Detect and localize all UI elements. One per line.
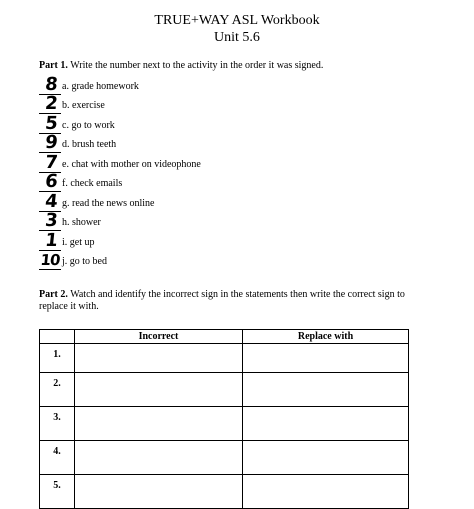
table-row <box>40 407 409 441</box>
activity-item-e <box>39 152 339 173</box>
activity-item-b <box>39 93 339 114</box>
part1-label: Part 1. <box>39 60 68 71</box>
activity-label: c. go to work <box>62 120 115 131</box>
handwritten-answer: 9 <box>44 132 58 153</box>
part2-label: Part 2. <box>39 289 68 300</box>
activity-item-a <box>39 74 339 95</box>
table-row <box>40 373 409 407</box>
handwritten-answer: 7 <box>44 152 58 173</box>
replace-cell[interactable] <box>243 344 409 373</box>
header-incorrect: Incorrect <box>75 330 243 344</box>
header-replace-with: Replace with <box>243 330 409 344</box>
activity-label: d. brush teeth <box>62 139 117 150</box>
part1-text: Write the number next to the activity in the order it was signed. <box>70 60 324 71</box>
table-header-row <box>40 330 409 344</box>
activity-item-g <box>39 191 339 212</box>
handwritten-answer: 1 <box>44 230 58 251</box>
handwritten-answer: 3 <box>44 210 58 231</box>
handwritten-answer: 5 <box>44 113 58 134</box>
activity-label: a. grade homework <box>62 81 139 92</box>
row-number: 2. <box>40 373 75 407</box>
table-row <box>40 441 409 475</box>
workbook-title: TRUE+WAY ASL Workbook <box>154 13 320 28</box>
activity-item-i <box>39 230 339 251</box>
table-row <box>40 344 409 373</box>
part2-instruction <box>39 289 419 312</box>
row-number: 4. <box>40 441 75 475</box>
corrections-table <box>39 329 409 509</box>
handwritten-answer: 4 <box>44 191 58 212</box>
activity-label: e. chat with mother on videophone <box>62 159 201 170</box>
activity-label: g. read the news online <box>62 198 155 209</box>
incorrect-cell[interactable] <box>75 441 243 475</box>
activity-item-h <box>39 210 339 231</box>
replace-cell[interactable] <box>243 441 409 475</box>
activity-label: f. check emails <box>62 178 123 189</box>
unit-title: Unit 5.6 <box>214 30 260 45</box>
activity-item-j <box>39 252 339 270</box>
activity-item-f <box>39 171 339 192</box>
replace-cell[interactable] <box>243 407 409 441</box>
activity-label: b. exercise <box>62 100 105 111</box>
incorrect-cell[interactable] <box>75 475 243 509</box>
incorrect-cell[interactable] <box>75 407 243 441</box>
activity-label: h. shower <box>62 217 101 228</box>
replace-cell[interactable] <box>243 475 409 509</box>
part2-text: Watch and identify the incorrect sign in the statements then write the correct sign to replace it with. <box>39 289 405 312</box>
header-number <box>40 330 75 344</box>
handwritten-answer: 8 <box>44 74 58 95</box>
replace-cell[interactable] <box>243 373 409 407</box>
activity-label: j. go to bed <box>62 256 107 267</box>
handwritten-answer: 10 <box>39 251 61 269</box>
handwritten-answer: 2 <box>44 93 58 114</box>
part1-instruction <box>39 60 323 71</box>
activity-item-c <box>39 113 339 134</box>
incorrect-cell[interactable] <box>75 344 243 373</box>
incorrect-cell[interactable] <box>75 373 243 407</box>
activity-label: i. get up <box>62 237 95 248</box>
handwritten-answer: 6 <box>44 171 58 192</box>
activity-item-d <box>39 132 339 153</box>
row-number: 1. <box>40 344 75 373</box>
row-number: 3. <box>40 407 75 441</box>
row-number: 5. <box>40 475 75 509</box>
table-row <box>40 475 409 509</box>
